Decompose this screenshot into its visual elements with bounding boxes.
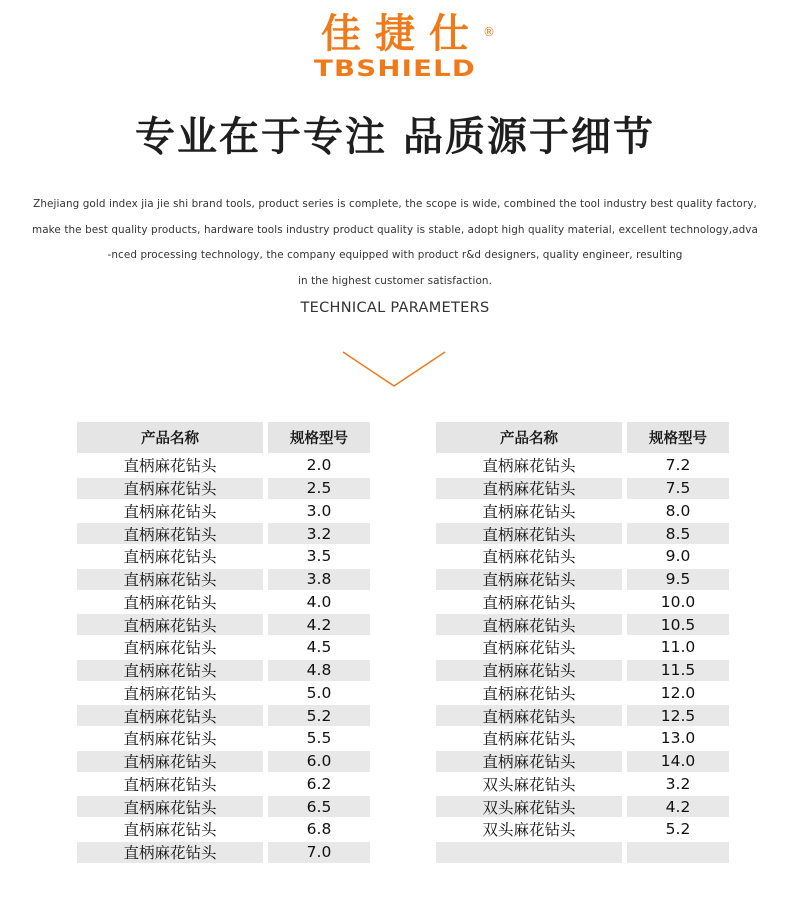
spec-cell: 5.2 xyxy=(665,820,691,839)
product-name-cell: 直柄麻花钻头 xyxy=(123,639,217,658)
product-name-cell: 直柄麻花钻头 xyxy=(123,502,217,521)
table-row xyxy=(77,478,370,499)
product-name-cell: 直柄麻花钻头 xyxy=(77,842,263,863)
registered-mark: ® xyxy=(483,25,495,39)
spec-cell: 12.0 xyxy=(660,683,696,702)
table-row xyxy=(436,637,729,658)
brand-name-cn: 佳捷仕 ® xyxy=(321,11,495,57)
product-name-cell: 直柄麻花钻头 xyxy=(123,775,217,794)
product-name-cell: 直柄麻花钻头 xyxy=(123,684,217,703)
page-headline: 专业在于专注 品质源于细节 xyxy=(135,114,655,160)
spec-cell: 2.0 xyxy=(306,456,332,475)
intro-line: in the highest customer satisfaction. xyxy=(298,274,492,287)
spec-cell: 10.0 xyxy=(660,592,696,611)
product-name-cell: 直柄麻花钻头 xyxy=(436,705,622,726)
spec-cell: 3.2 xyxy=(268,523,370,544)
table-header xyxy=(436,422,729,453)
product-name-cell: 直柄麻花钻头 xyxy=(77,478,263,499)
spec-cell: 7.0 xyxy=(268,842,370,863)
spec-cell: 10.5 xyxy=(627,614,729,635)
product-name-cell: 直柄麻花钻头 xyxy=(77,523,263,544)
table-row xyxy=(77,842,370,863)
table-row xyxy=(436,819,729,840)
spec-cell: 2.5 xyxy=(268,478,370,499)
spec-table-right xyxy=(436,422,729,865)
table-row xyxy=(77,546,370,567)
table-row xyxy=(436,705,729,726)
table-row xyxy=(77,728,370,749)
table-body xyxy=(436,455,729,863)
table-row xyxy=(436,842,729,863)
product-name-cell: 直柄麻花钻头 xyxy=(482,548,576,567)
product-name-cell: 直柄麻花钻头 xyxy=(482,730,576,749)
table-row xyxy=(77,614,370,635)
header-spec: 规格型号 xyxy=(268,422,370,453)
table-row xyxy=(436,728,729,749)
product-name-cell: 直柄麻花钻头 xyxy=(436,751,622,772)
spec-cell: 4.5 xyxy=(306,638,332,657)
header-product-name: 产品名称 xyxy=(77,422,263,453)
product-name-cell: 直柄麻花钻头 xyxy=(77,751,263,772)
product-name-cell: 直柄麻花钻头 xyxy=(482,593,576,612)
spec-cell: 3.2 xyxy=(665,774,691,793)
table-row xyxy=(77,660,370,681)
product-name-cell: 直柄麻花钻头 xyxy=(77,614,263,635)
spec-cell: 6.2 xyxy=(306,774,332,793)
table-header xyxy=(77,422,370,453)
table-row xyxy=(436,569,729,590)
product-name-cell: 直柄麻花钻头 xyxy=(436,523,622,544)
product-name-cell: 直柄麻花钻头 xyxy=(436,478,622,499)
table-row xyxy=(436,774,729,795)
product-name-cell: 双头麻花钻头 xyxy=(482,775,576,794)
chevron-down-icon xyxy=(342,350,446,390)
product-name-cell: 直柄麻花钻头 xyxy=(123,821,217,840)
product-name-cell: 直柄麻花钻头 xyxy=(482,502,576,521)
table-row xyxy=(436,592,729,613)
table-body xyxy=(77,455,370,863)
product-name-cell: 直柄麻花钻头 xyxy=(482,639,576,658)
table-row xyxy=(436,660,729,681)
table-row xyxy=(77,705,370,726)
product-name-cell xyxy=(436,842,622,863)
spec-cell: 5.5 xyxy=(306,729,332,748)
spec-cell xyxy=(627,842,729,863)
spec-cell: 3.8 xyxy=(268,569,370,590)
table-row xyxy=(436,683,729,704)
spec-cell: 12.5 xyxy=(627,705,729,726)
product-name-cell: 直柄麻花钻头 xyxy=(123,730,217,749)
spec-cell: 4.0 xyxy=(306,592,332,611)
table-row xyxy=(436,501,729,522)
spec-cell: 9.0 xyxy=(665,547,691,566)
spec-cell: 8.0 xyxy=(665,501,691,520)
intro-line: -nced processing technology, the company equipped with product r&d designers, quality engineer, resulting xyxy=(107,249,683,262)
spec-cell: 4.2 xyxy=(268,614,370,635)
spec-cell: 3.0 xyxy=(306,501,332,520)
table-row xyxy=(77,501,370,522)
table-row xyxy=(436,455,729,476)
section-title: TECHNICAL PARAMETERS xyxy=(300,300,490,316)
product-name-cell: 直柄麻花钻头 xyxy=(123,457,217,476)
table-row xyxy=(436,546,729,567)
spec-cell: 4.2 xyxy=(627,796,729,817)
spec-cell: 11.0 xyxy=(660,638,696,657)
intro-line: Zhejiang gold index jia jie shi brand tools, product series is complete, the scope is wide, combined the tool industry best quality factory, xyxy=(33,198,757,210)
product-name-cell: 直柄麻花钻头 xyxy=(482,684,576,703)
product-name-cell: 双头麻花钻头 xyxy=(436,796,622,817)
table-row xyxy=(436,751,729,772)
product-name-cell: 直柄麻花钻头 xyxy=(123,593,217,612)
table-row xyxy=(436,523,729,544)
table-row xyxy=(77,592,370,613)
table-row xyxy=(436,796,729,817)
table-row xyxy=(436,478,729,499)
product-name-cell: 直柄麻花钻头 xyxy=(77,796,263,817)
spec-cell: 5.0 xyxy=(306,683,332,702)
spec-cell: 7.2 xyxy=(665,456,691,475)
product-name-cell: 直柄麻花钻头 xyxy=(436,614,622,635)
table-row xyxy=(436,614,729,635)
intro-line: make the best quality products, hardware tools industry product quality is stable, adopt high quality material, excellent technology,adva xyxy=(31,223,758,236)
spec-cell: 9.5 xyxy=(627,569,729,590)
product-name-cell: 直柄麻花钻头 xyxy=(482,457,576,476)
spec-table-left xyxy=(77,422,370,865)
spec-cell: 11.5 xyxy=(627,660,729,681)
product-name-cell: 直柄麻花钻头 xyxy=(77,660,263,681)
product-name-cell: 直柄麻花钻头 xyxy=(436,660,622,681)
spec-cell: 14.0 xyxy=(627,751,729,772)
table-row xyxy=(77,637,370,658)
product-name-cell: 直柄麻花钻头 xyxy=(77,569,263,590)
spec-cell: 6.0 xyxy=(268,751,370,772)
spec-cell: 8.5 xyxy=(627,523,729,544)
table-row xyxy=(77,569,370,590)
table-row xyxy=(77,796,370,817)
spec-cell: 13.0 xyxy=(660,729,696,748)
table-row xyxy=(77,523,370,544)
spec-cell: 6.8 xyxy=(306,820,332,839)
brand-name-en: TBSHIELD xyxy=(314,57,476,82)
header-product-name: 产品名称 xyxy=(436,422,622,453)
spec-cell: 6.5 xyxy=(268,796,370,817)
product-name-cell: 直柄麻花钻头 xyxy=(123,548,217,567)
table-row xyxy=(77,819,370,840)
spec-cell: 3.5 xyxy=(306,547,332,566)
table-row xyxy=(77,683,370,704)
intro-text xyxy=(10,192,780,294)
brand-logo xyxy=(0,12,790,82)
spec-cell: 4.8 xyxy=(268,660,370,681)
table-row xyxy=(77,455,370,476)
spec-cell: 7.5 xyxy=(627,478,729,499)
product-name-cell: 直柄麻花钻头 xyxy=(77,705,263,726)
table-row xyxy=(77,751,370,772)
table-row xyxy=(77,774,370,795)
product-name-cell: 双头麻花钻头 xyxy=(482,821,576,840)
product-name-cell: 直柄麻花钻头 xyxy=(436,569,622,590)
spec-cell: 5.2 xyxy=(268,705,370,726)
header-spec: 规格型号 xyxy=(627,422,729,453)
